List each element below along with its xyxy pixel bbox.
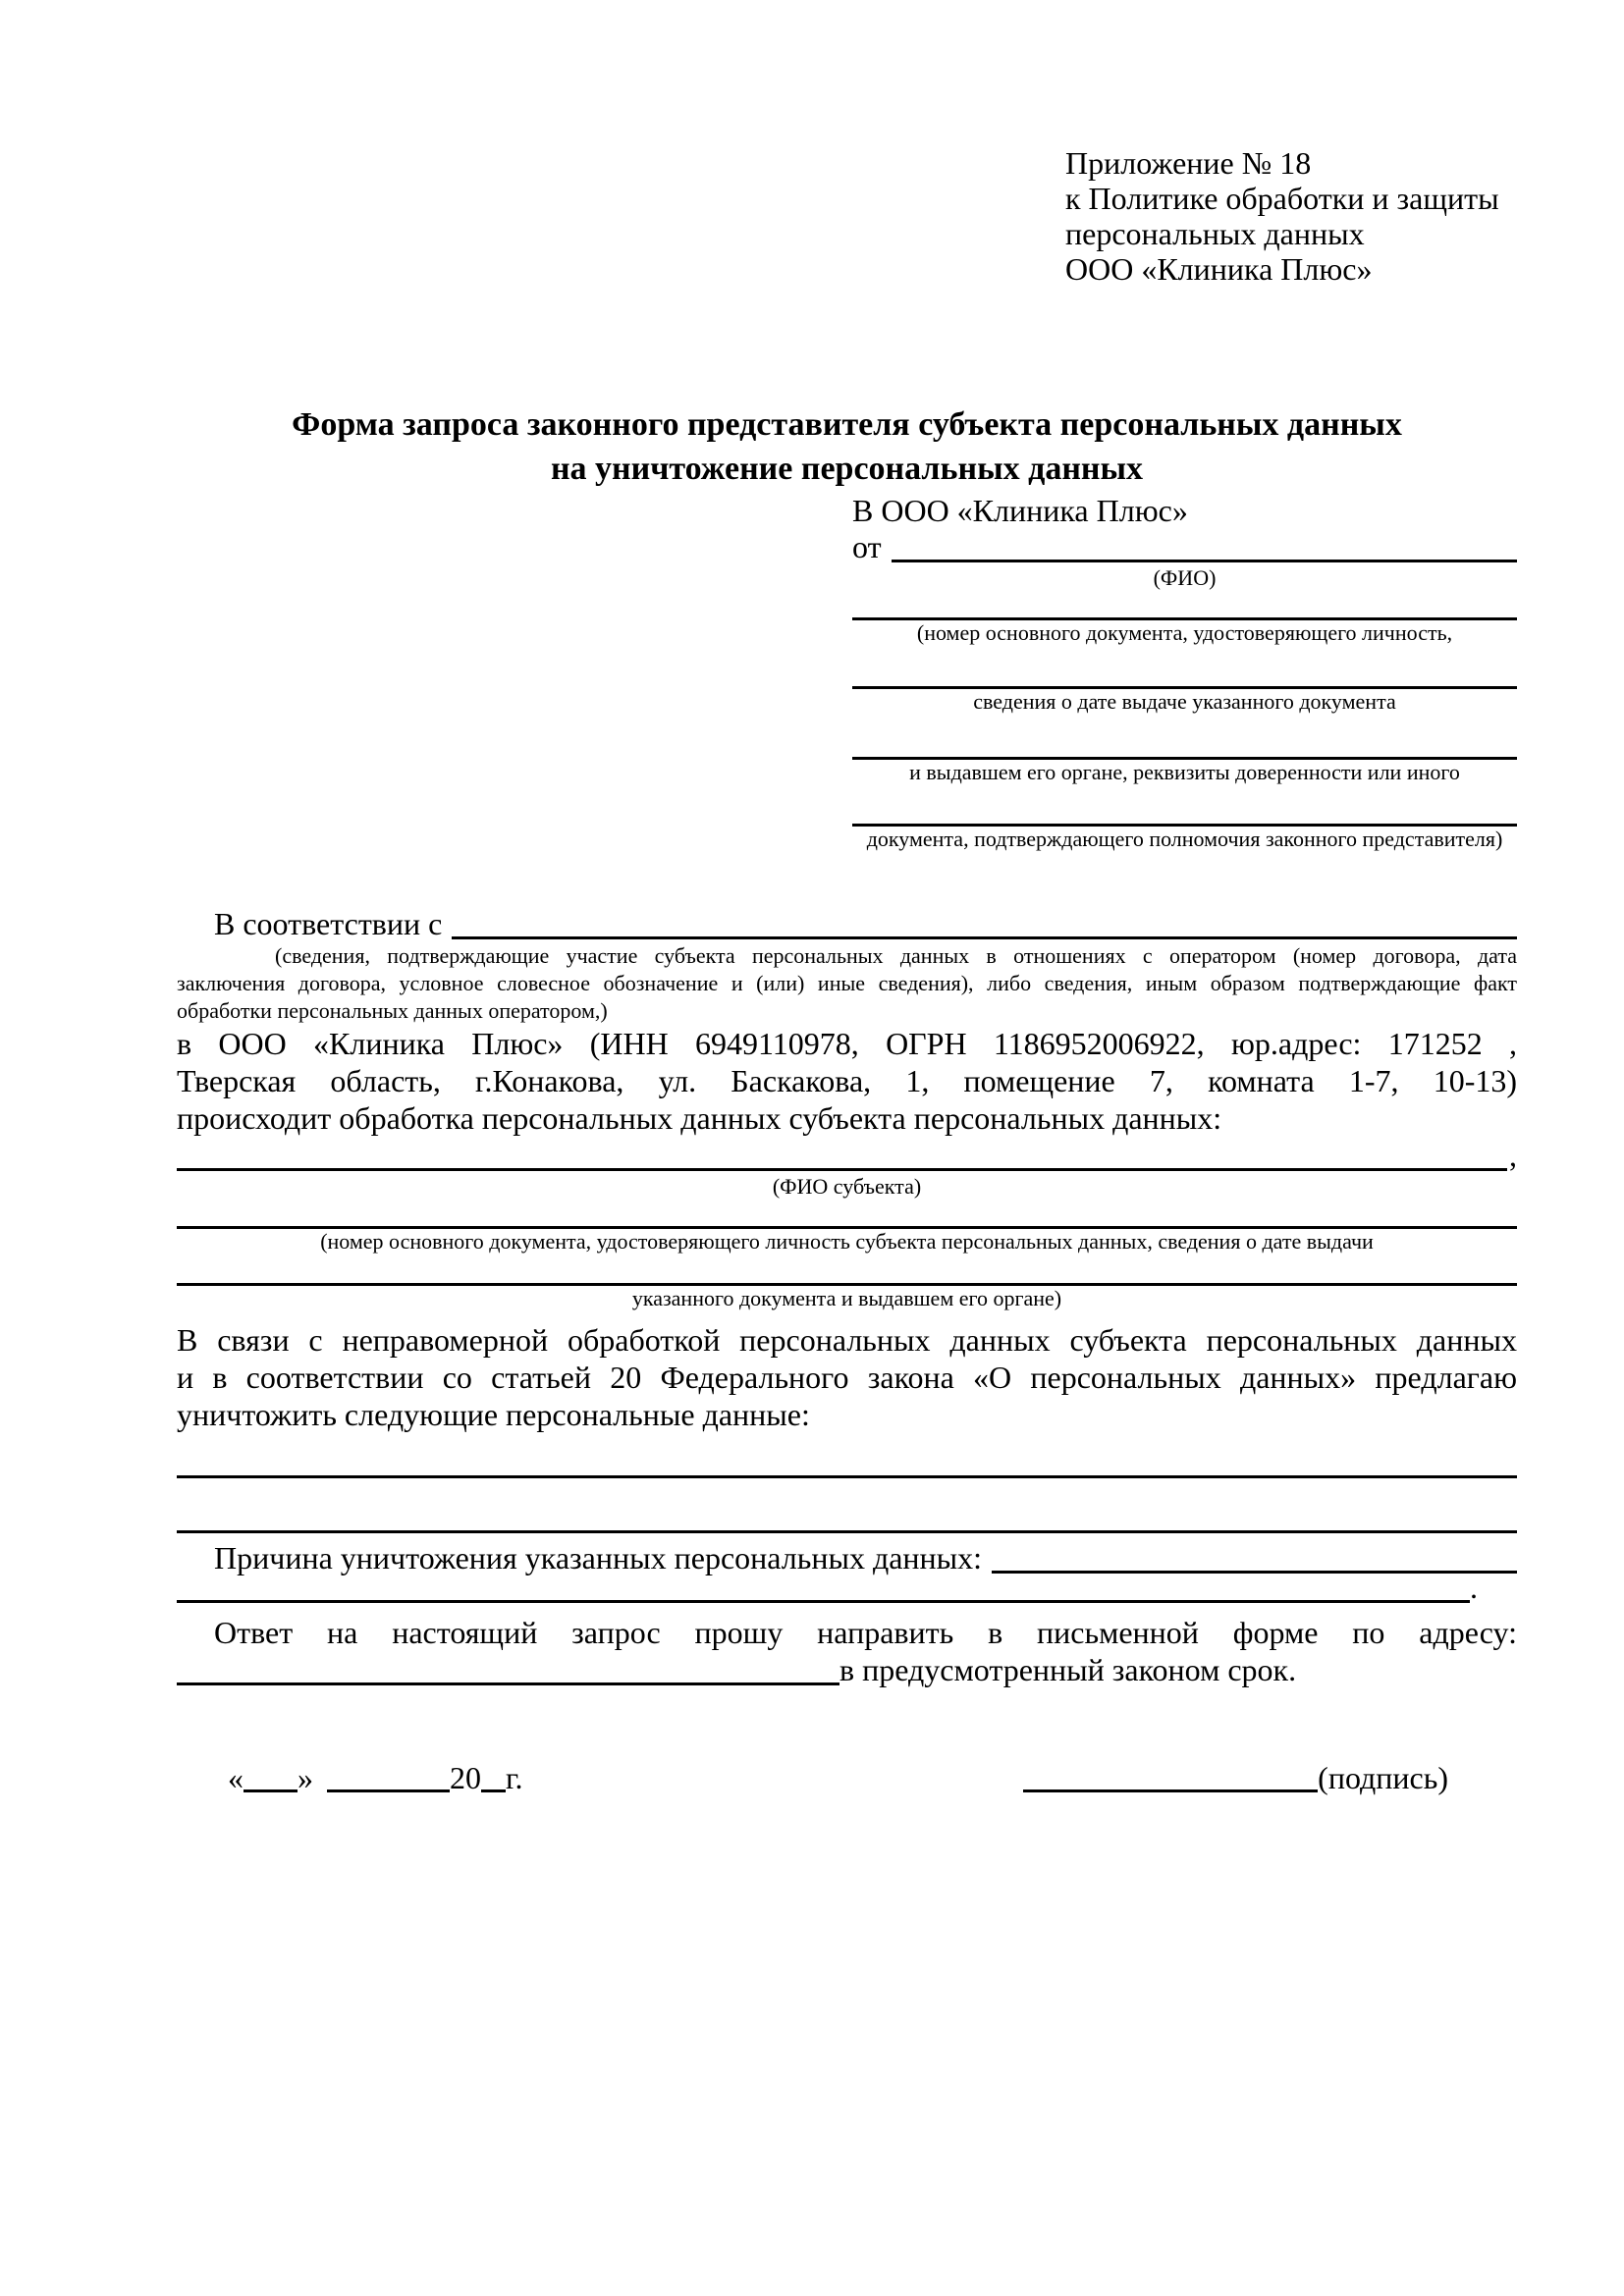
month-blank-line bbox=[327, 1789, 450, 1792]
operator-paragraph bbox=[177, 1025, 1517, 1137]
signature-blank-line bbox=[1023, 1789, 1318, 1792]
reason-label: Причина уничтожения указанных персональных данных: bbox=[214, 1540, 983, 1575]
year-suffix: г. bbox=[506, 1760, 523, 1795]
subject-fio-trailing-comma: , bbox=[1509, 1138, 1517, 1173]
date-close-quote: » bbox=[298, 1760, 313, 1795]
accordance-caption-line: обработки персональных данных оператором,) bbox=[177, 998, 608, 1023]
subject-fio-blank-line bbox=[177, 1168, 1507, 1171]
form-title-line-2: на уничтожение персональных данных bbox=[550, 451, 1144, 487]
addressee-block bbox=[852, 491, 1517, 852]
year-blank-line bbox=[481, 1789, 506, 1792]
request-paragraph-line: уничтожить следующие персональные данные: bbox=[177, 1397, 810, 1432]
request-paragraph bbox=[177, 1321, 1517, 1433]
reason-blank-line bbox=[992, 1571, 1517, 1574]
representative-doc-blank-line bbox=[852, 646, 1517, 689]
from-field-row bbox=[852, 530, 1517, 565]
appendix-line: персональных данных bbox=[1065, 216, 1365, 251]
operator-paragraph-line: в ООО «Клиника Плюс» (ИНН 6949110978, ОГРН 1186952006922, юр.адрес: 171252 , bbox=[177, 1026, 1517, 1061]
data-to-destroy-blank-line bbox=[177, 1433, 1517, 1478]
appendix-block bbox=[1065, 145, 1517, 287]
representative-doc-blank-line bbox=[852, 785, 1517, 827]
answer-tail: в предусмотренный законом срок. bbox=[839, 1652, 1297, 1687]
appendix-line: к Политике обработки и защиты bbox=[1065, 181, 1499, 216]
answer-lead-line: Ответ на настоящий запрос прошу направить в письменной форме по адресу: bbox=[214, 1615, 1517, 1650]
representative-doc-caption: сведения о дате выдаче указанного документа bbox=[973, 689, 1396, 714]
answer-paragraph bbox=[177, 1614, 1517, 1688]
appendix-line: ООО «Клиника Плюс» bbox=[1065, 251, 1373, 287]
from-blank-line bbox=[892, 560, 1517, 562]
representative-doc-caption: (номер основного документа, удостоверяющего личность, bbox=[916, 620, 1453, 645]
appendix-line: Приложение № 18 bbox=[1065, 145, 1312, 181]
accordance-field-row bbox=[177, 903, 1517, 942]
day-blank-line bbox=[244, 1789, 298, 1792]
fio-caption: (ФИО) bbox=[1153, 565, 1217, 590]
answer-address-row bbox=[177, 1651, 1517, 1688]
representative-doc-blank-line bbox=[852, 715, 1517, 760]
from-label: от bbox=[852, 529, 882, 564]
subject-fio-field-row bbox=[177, 1137, 1517, 1174]
subject-fio-caption: (ФИО субъекта) bbox=[772, 1174, 922, 1199]
accordance-lead: В соответствии с bbox=[214, 906, 443, 941]
answer-address-blank-line bbox=[177, 1682, 839, 1685]
accordance-blank-line bbox=[452, 936, 1517, 939]
operator-paragraph-line: происходит обработка персональных данных субъекта персональных данных: bbox=[177, 1100, 1222, 1136]
accordance-caption-line: заключения договора, условное словесное обозначение и (или) иные сведения), либо сведения, иным образом подтверждающие факт bbox=[177, 971, 1517, 995]
data-to-destroy-blank-line bbox=[177, 1478, 1517, 1533]
subject-doc-blank-line bbox=[177, 1255, 1517, 1286]
year-prefix: 20 bbox=[450, 1760, 481, 1795]
addressee-organization: В ООО «Клиника Плюс» bbox=[852, 493, 1188, 528]
reason-line-period: . bbox=[1470, 1570, 1478, 1605]
form-title-line-1: Форма запроса законного представителя субъекта персональных данных bbox=[292, 406, 1402, 443]
reason-blank-line bbox=[177, 1600, 1470, 1603]
subject-doc-blank-line bbox=[177, 1200, 1517, 1229]
representative-doc-blank-line bbox=[852, 591, 1517, 620]
accordance-caption-line: (сведения, подтверждающие участие субъекта персональных данных в отношениях с оператором (номер договора, дата bbox=[275, 943, 1517, 968]
date-signature-row bbox=[177, 1759, 1517, 1796]
request-paragraph-line: и в соответствии со статьей 20 Федерального закона «О персональных данных» предлагаю bbox=[177, 1360, 1517, 1395]
signature-caption: (подпись) bbox=[1318, 1760, 1448, 1795]
form-title bbox=[177, 402, 1517, 491]
reason-field-row bbox=[177, 1539, 1517, 1576]
date-field-group bbox=[177, 1759, 523, 1796]
representative-doc-caption: и выдавшем его органе, реквизиты доверенности или иного bbox=[909, 760, 1460, 784]
subject-doc-caption: указанного документа и выдавшем его органе) bbox=[631, 1286, 1062, 1310]
operator-paragraph-line: Тверская область, г.Конакова, ул. Баскакова, 1, помещение 7, комната 1-7, 10-13) bbox=[177, 1063, 1517, 1098]
accordance-caption bbox=[177, 942, 1517, 1025]
reason-continuation-row bbox=[177, 1570, 1478, 1606]
signature-field-group bbox=[1023, 1759, 1448, 1796]
request-paragraph-line: В связи с неправомерной обработкой персональных данных субъекта персональных данных bbox=[177, 1322, 1517, 1358]
date-open-quote: « bbox=[228, 1760, 244, 1795]
representative-doc-caption: документа, подтверждающего полномочия законного представителя) bbox=[866, 827, 1503, 851]
subject-doc-caption: (номер основного документа, удостоверяющего личность субъекта персональных данных, сведения о дате выдачи bbox=[320, 1229, 1374, 1254]
